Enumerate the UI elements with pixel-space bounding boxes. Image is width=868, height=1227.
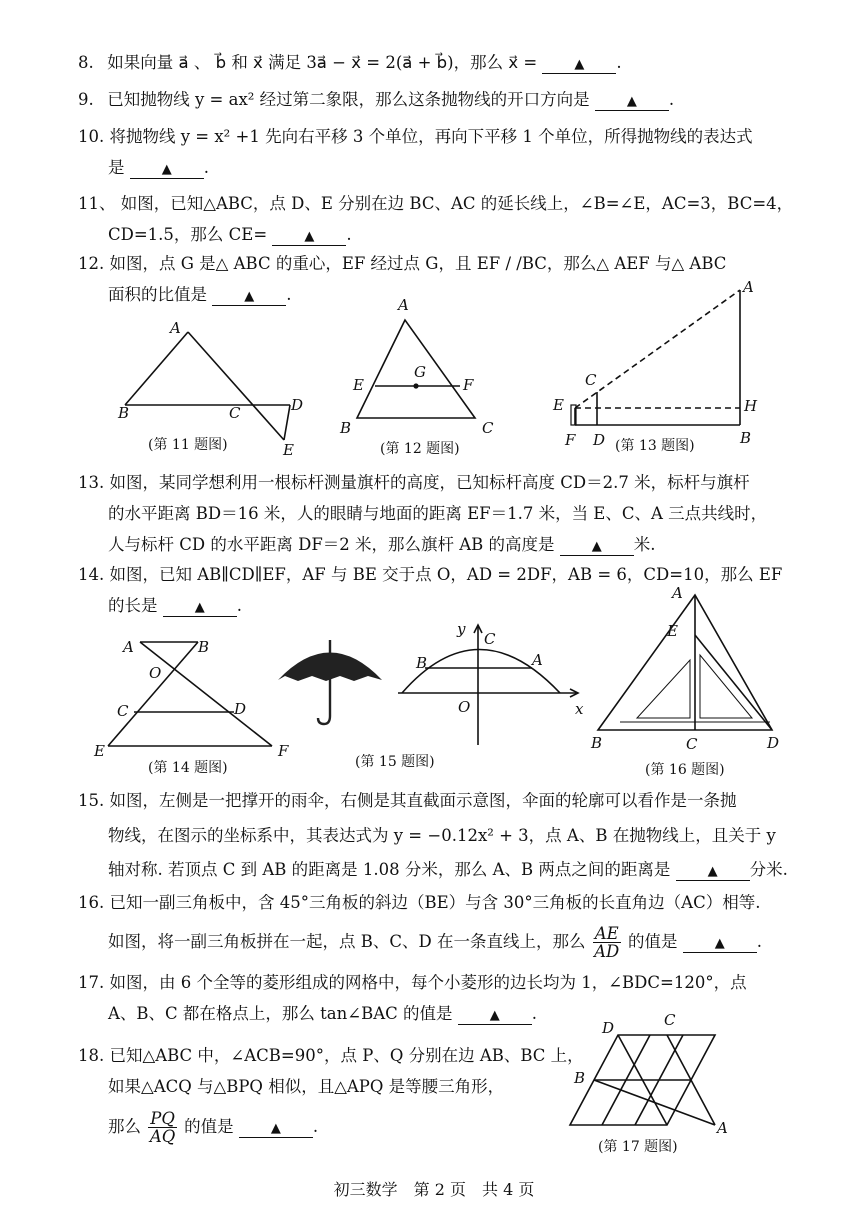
fraction-numerator: PQ [150,1109,175,1128]
label-f14-E: E [94,742,105,760]
question-text: 的长是 [108,596,158,615]
blank-triangle-icon: ▲ [591,539,602,554]
question-text: 的值是 [627,932,678,951]
label-f17-A: A [717,1119,728,1137]
blank-triangle-icon: ▲ [304,229,315,244]
label-f15-y: y [457,620,466,638]
label-f13-H: H [744,397,758,415]
blank-triangle-icon: ▲ [714,936,725,951]
question-text: 如图，某同学想利用一根标杆测量旗杆的高度，已知标杆高度 CD＝2.7 米，标杆与旗杆 [109,473,750,492]
question-text: 如果△ACQ 与△BPQ 相似，且△APQ 是等腰三角形， [108,1077,505,1096]
question-text: 已知△ABC 中，∠ACB=90°，点 P、Q 分别在边 AB、BC 上， [109,1046,584,1065]
label-f11-B: B [118,404,130,422]
label-f12-E: E [353,376,364,394]
label-f16-E: E [667,622,678,640]
label-f14-O: O [149,664,162,682]
label-f14-F: F [278,742,289,760]
label-f17-B: B [574,1069,586,1087]
label-f11-A: A [170,319,181,337]
question-tail: . [616,53,622,72]
caption-fig-17: (第 17 题图) [598,1139,678,1155]
figure-11 [125,332,290,440]
caption-fig-13: (第 13 题图) [615,438,695,454]
question-text: 如图，左侧是一把撑开的雨伞，右侧是其直截面示意图，伞面的轮廓可以看作是一条抛 [109,791,737,810]
blank-triangle-icon: ▲ [489,1008,500,1023]
blank-triangle-icon: ▲ [626,94,637,109]
question-text: 的水平距离 BD＝16 米，人的眼睛与地面的距离 EF＝1.7 米，当 E、C、A 三点共线时， [108,504,768,523]
question-number: 9. [78,90,94,109]
question-text: 如图，点 G 是△ ABC 的重心，EF 经过点 G，且 EF / /BC，那么△ AEF 与△ ABC [109,254,727,273]
label-f15-C: C [484,630,496,648]
question-text: 人与标杆 CD 的水平距离 DF＝2 米，那么旗杆 AB 的高度是 [108,535,555,554]
question-tail: . [312,1117,319,1136]
question-text: 物线，在图示的坐标系中，其表达式为 y = −0.12x² + 3，点 A、B 在抛物线上，且关于 y [108,826,776,845]
question-text: 如果向量 a⃗ 、 b⃗ 和 x⃗ 满足 3a⃗ − x⃗ = 2(a⃗ + b⃗)，那么 x⃗ = [107,53,538,72]
question-number: 14. [78,565,105,584]
label-f17-C: C [664,1011,676,1029]
question-number: 10. [78,127,105,146]
blank-triangle-icon: ▲ [194,600,205,615]
caption-fig-12: (第 12 题图) [380,441,460,457]
question-text: 已知一副三角板中，含 45°三角板的斜边（BE）与含 30°三角板的长直角边（AC）相等. [109,893,761,912]
caption-fig-16: (第 16 题图) [645,762,725,778]
label-f13-C: C [585,371,597,389]
figure-17 [570,1035,715,1125]
label-f13-E: E [553,396,564,414]
question-text: 是 [108,158,125,177]
question-tail: . [346,225,352,244]
label-f13-D: D [593,431,606,449]
label-f14-B: B [198,638,210,656]
question-text: 如图，由 6 个全等的菱形组成的网格中，每个小菱形的边长均为 1，∠BDC=120°，点 [109,973,747,992]
question-text: 面积的比值是 [108,285,207,304]
label-f14-A: A [123,638,134,656]
question-text: 如图，已知 AB∥CD∥EF，AF 与 BE 交于点 O，AD = 2DF，AB = 6，CD=10，那么 EF [109,565,783,584]
question-tail: 米. [633,535,656,554]
question-tail: . [236,596,242,615]
label-f11-E: E [283,441,294,459]
question-text: CD=1.5，那么 CE= [108,225,268,244]
label-f16-B: B [591,734,603,752]
question-text: 如图，将一副三角板拼在一起，点 B、C、D 在一条直线上，那么 [108,932,586,951]
blank-triangle-icon: ▲ [270,1121,281,1136]
label-f12-C: C [482,419,494,437]
question-number: 8. [78,53,94,72]
figure-14 [108,642,272,746]
question-text: A、B、C 都在格点上，那么 tan∠BAC 的值是 [108,1004,453,1023]
fraction-denominator: AD [594,942,620,961]
blank-triangle-icon: ▲ [244,289,255,304]
question-number: 16. [78,893,105,912]
label-f11-C: C [229,404,241,422]
label-f16-C: C [686,735,698,753]
label-f12-A: A [398,296,409,314]
label-f12-G: G [414,363,426,381]
question-tail: . [286,285,292,304]
caption-fig-14: (第 14 题图) [148,760,228,776]
figure-labels [93,278,779,1137]
label-f16-A: A [672,584,683,602]
caption-fig-15: (第 15 题图) [355,754,435,770]
centroid-dot [413,383,418,388]
question-tail: . [668,90,675,109]
figure-16 [598,595,772,730]
caption-fig-11: (第 11 题图) [148,437,228,453]
question-text: 那么 [108,1117,141,1136]
label-f11-D: D [291,396,304,414]
label-f14-C: C [117,702,129,720]
question-tail: 分米. [749,860,788,879]
question-text: 如图，已知△ABC，点 D、E 分别在边 BC、AC 的延长线上，∠B=∠E，AC=3，BC=4， [120,194,794,213]
question-text: 将抛物线 y = x² +1 先向右平移 3 个单位，再向下平移 1 个单位，所得抛物线的表达式 [109,127,753,146]
label-f15-B: B [416,654,428,672]
question-tail: . [756,932,762,951]
umbrella-icon [278,640,382,724]
question-text: 的值是 [184,1117,234,1136]
question-number: 11、 [78,194,116,213]
blank-triangle-icon: ▲ [161,162,172,177]
question-number: 15. [78,791,105,810]
figure-13 [575,290,740,425]
label-f13-A: A [743,278,754,296]
question-text: 轴对称. 若顶点 C 到 AB 的距离是 1.08 分米，那么 A、B 两点之间的距离是 [108,860,671,879]
label-f13-F: F [565,431,576,449]
fraction-denominator: AQ [149,1127,176,1146]
label-f12-F: F [463,376,474,394]
fraction-numerator: AE [594,924,619,943]
label-f16-D: D [767,734,780,752]
question-text: 已知抛物线 y = ax² 经过第二象限，那么这条抛物线的开口方向是 [107,90,590,109]
page-footer: 初三数学 第 2 页 共 4 页 [333,1180,535,1199]
question-number: 13. [78,473,105,492]
question-tail: . [531,1004,537,1023]
label-f15-O: O [458,698,471,716]
label-f14-D: D [234,700,247,718]
question-number: 12. [78,254,105,273]
label-f12-B: B [340,419,352,437]
label-f15-x: x [575,700,584,718]
blank-triangle-icon: ▲ [707,864,718,879]
label-f17-D: D [602,1019,615,1037]
question-tail: . [203,158,209,177]
label-f13-B: B [740,429,752,447]
question-number: 18. [78,1046,105,1065]
blank-triangle-icon: ▲ [574,57,585,72]
label-f15-A: A [532,651,543,669]
question-number: 17. [78,973,105,992]
